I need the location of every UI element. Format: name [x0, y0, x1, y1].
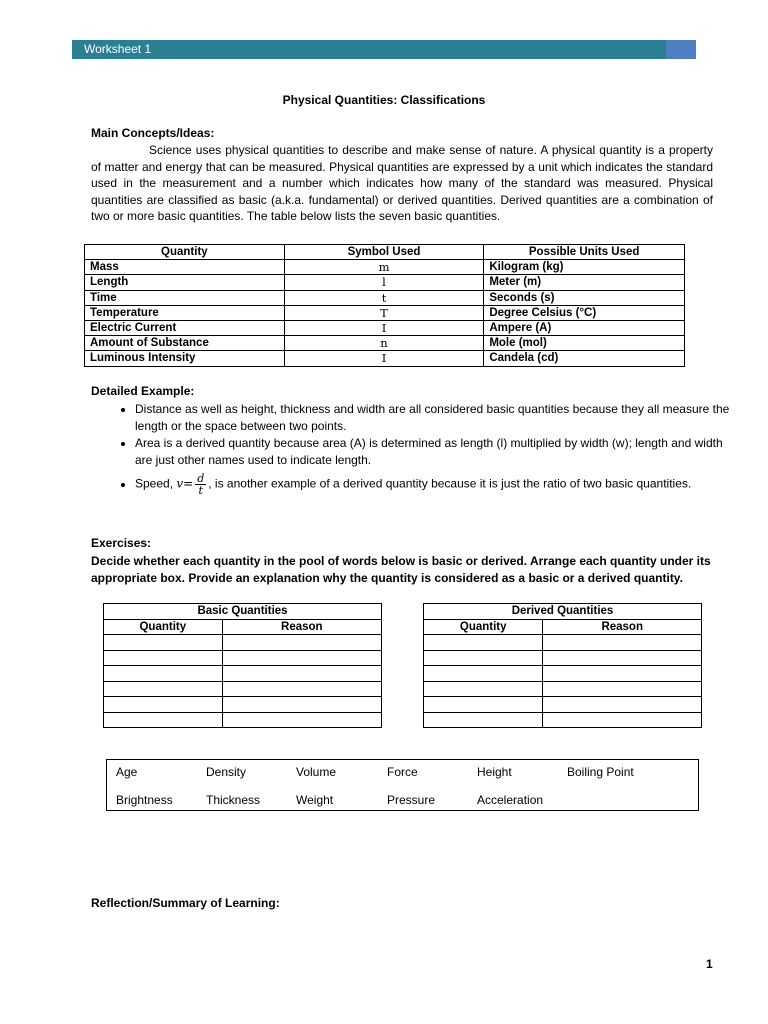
table-row [85, 351, 685, 366]
detailed-example-heading: Detailed Example: [91, 384, 195, 398]
table-cell-quantity: Electric Current [85, 320, 285, 335]
table-row [104, 681, 382, 697]
table-row [104, 697, 382, 713]
table-cell-quantity: Length [85, 275, 285, 290]
basic-col-reason: Reason [222, 619, 381, 635]
answer-cell[interactable] [543, 681, 702, 697]
table-cell-symbol: T [284, 305, 484, 320]
answer-cell[interactable] [543, 666, 702, 682]
table-cell-unit: Candela (cd) [484, 351, 685, 366]
answer-cell[interactable] [222, 666, 381, 682]
table-cell-quantity: Mass [85, 260, 285, 275]
bullet-text: , is another example of a derived quantity because it is just the ratio of two basic quantities. [208, 476, 692, 491]
table-cell-unit: Degree Celsius (°C) [484, 305, 685, 320]
list-item [135, 401, 735, 435]
answer-cell[interactable] [104, 666, 223, 682]
table-cell-unit: Kilogram (kg) [484, 260, 685, 275]
table-row [104, 712, 382, 728]
basic-quantities-table [84, 244, 685, 367]
bullet-text: Speed, [135, 476, 177, 491]
table-row [85, 320, 685, 335]
table-cell-symbol: m [284, 260, 484, 275]
answer-cell[interactable] [222, 650, 381, 666]
basic-col-quantity: Quantity [104, 619, 223, 635]
detailed-example-list [107, 401, 735, 496]
table-header-cell: Quantity [85, 245, 285, 260]
word-pool-box [106, 759, 699, 811]
basic-answer-table [103, 603, 382, 728]
table-cell-quantity: Luminous Intensity [85, 351, 285, 366]
fraction-denominator: t [198, 484, 203, 497]
table-cell-symbol: I [284, 320, 484, 335]
speed-formula-lhs: v= [176, 476, 194, 491]
pool-word[interactable]: Weight [296, 793, 334, 807]
table-cell-symbol: l [284, 275, 484, 290]
answer-cell[interactable] [222, 697, 381, 713]
table-row [424, 712, 702, 728]
pool-word[interactable]: Height [477, 765, 512, 779]
table-cell-unit: Ampere (A) [484, 320, 685, 335]
page-number: 1 [706, 957, 713, 971]
answer-cell[interactable] [104, 697, 223, 713]
answer-cell[interactable] [104, 712, 223, 728]
list-item [135, 435, 735, 469]
answer-cell[interactable] [424, 712, 543, 728]
table-row [104, 666, 382, 682]
pool-word[interactable]: Volume [296, 765, 337, 779]
answer-cell[interactable] [543, 650, 702, 666]
pool-word[interactable]: Thickness [206, 793, 261, 807]
answer-cell[interactable] [222, 681, 381, 697]
pool-word[interactable]: Pressure [387, 793, 436, 807]
table-row [424, 650, 702, 666]
answer-cell[interactable] [104, 650, 223, 666]
pool-word[interactable]: Force [387, 765, 418, 779]
table-row [424, 635, 702, 651]
table-cell-symbol: t [284, 290, 484, 305]
main-concepts-heading: Main Concepts/Ideas: [91, 126, 215, 140]
reflection-heading: Reflection/Summary of Learning: [91, 896, 280, 910]
pool-word[interactable]: Brightness [116, 793, 173, 807]
answer-cell[interactable] [424, 697, 543, 713]
bullet-text: Distance as well as height, thickness and width are all considered basic quantities because they all measure the length or the space between two points. [135, 402, 730, 433]
table-row [85, 290, 685, 305]
table-cell-quantity: Amount of Substance [85, 336, 285, 351]
derived-col-quantity: Quantity [424, 619, 543, 635]
answer-cell[interactable] [222, 712, 381, 728]
table-row [85, 260, 685, 275]
header-label: Worksheet 1 [84, 42, 152, 56]
table-row [104, 635, 382, 651]
answer-cell[interactable] [543, 712, 702, 728]
answer-cell[interactable] [424, 666, 543, 682]
answer-cell[interactable] [104, 681, 223, 697]
table-row [85, 275, 685, 290]
header-bar [72, 40, 666, 59]
table-cell-symbol: n [284, 336, 484, 351]
answer-cell[interactable] [104, 635, 223, 651]
derived-table-title: Derived Quantities [424, 604, 702, 620]
table-row [424, 681, 702, 697]
table-cell-quantity: Temperature [85, 305, 285, 320]
table-row [85, 336, 685, 351]
exercises-heading: Exercises: [91, 536, 152, 550]
table-cell-symbol: I [284, 351, 484, 366]
answer-cell[interactable] [543, 635, 702, 651]
main-concepts-paragraph [91, 142, 713, 225]
table-cell-unit: Mole (mol) [484, 336, 685, 351]
fraction-numerator: d [197, 472, 205, 485]
pool-word[interactable]: Age [116, 765, 138, 779]
table-cell-unit: Seconds (s) [484, 290, 685, 305]
speed-fraction [195, 473, 206, 496]
derived-answer-table [423, 603, 702, 728]
table-header-row [85, 245, 685, 260]
table-header-cell: Symbol Used [284, 245, 484, 260]
table-cell-unit: Meter (m) [484, 275, 685, 290]
answer-cell[interactable] [424, 681, 543, 697]
answer-cell[interactable] [424, 650, 543, 666]
table-row [424, 697, 702, 713]
exercises-instructions: Decide whether each quantity in the pool of words below is basic or derived. Arrange each quantity under its appropriate box. Provide an explanation why the quantity is considered as a basic or a derived quantity. [91, 554, 711, 585]
pool-word[interactable]: Boiling Point [567, 765, 634, 779]
list-item [135, 473, 735, 496]
header-accent [666, 40, 696, 59]
answer-cell[interactable] [543, 697, 702, 713]
answer-cell[interactable] [222, 635, 381, 651]
table-row [104, 650, 382, 666]
table-header-cell: Possible Units Used [484, 245, 685, 260]
main-concepts-text: Science uses physical quantities to describe and make sense of nature. A physical quantity is a property of matter and energy that can be measured. Physical quantities are expressed by a unit which indicates the standard used in the measurement and a number which indicates how many of the standard was measured. Physical quantities are classified as basic (a.k.a. fundamental) or derived quantities. Derived quantities are a combination of two or more basic quantities. The table below lists the seven basic quantities. [91, 143, 713, 223]
basic-table-title: Basic Quantities [104, 604, 382, 620]
table-row [85, 305, 685, 320]
page-title: Physical Quantities: Classifications [282, 93, 486, 107]
table-cell-quantity: Time [85, 290, 285, 305]
pool-word[interactable]: Density [206, 765, 247, 779]
answer-cell[interactable] [424, 635, 543, 651]
pool-word[interactable]: Acceleration [477, 793, 544, 807]
table-row [424, 666, 702, 682]
derived-col-reason: Reason [543, 619, 702, 635]
bullet-text: Area is a derived quantity because area (A) is determined as length (l) multiplied by width (w); length and width are just other names used to indicate length. [135, 436, 723, 467]
